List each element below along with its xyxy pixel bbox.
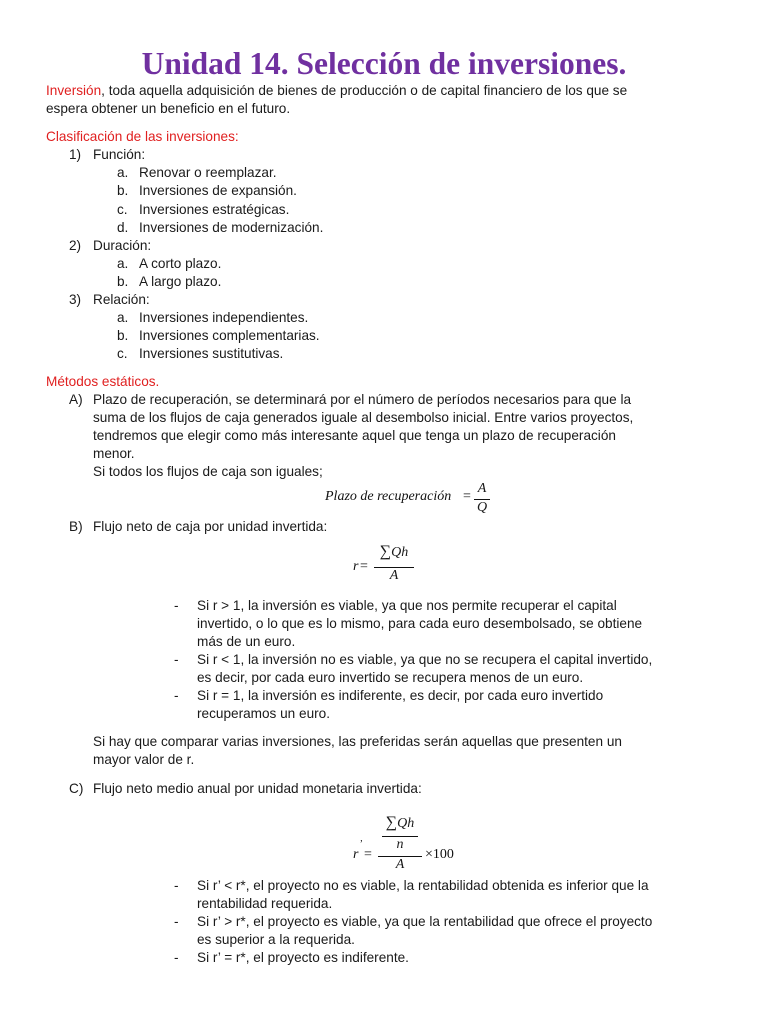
note-line: Si hay que comparar varias inversiones, las preferidas serán aquellas que presenten un: [93, 734, 622, 749]
formula-times: ×100: [425, 847, 454, 862]
intro-term: Inversión: [46, 83, 102, 98]
intro-text: , toda aquella adquisición de bienes de producción o de capital financiero de los que se: [101, 83, 628, 98]
paragraph-line: tendremos que elegir como más interesante aquel que tenga un plazo de recuperación: [93, 428, 616, 443]
formula-denominator: A: [389, 568, 399, 583]
methods-heading: Métodos estáticos.: [46, 374, 160, 389]
bullet-dash: -: [174, 652, 179, 667]
bullet-line: es decir, por cada euro invertido se recupera menos de un euro.: [197, 670, 584, 685]
bullet-line: Si r > 1, la inversión es viable, ya que nos permite recuperar el capital: [197, 598, 617, 613]
list-item: Inversiones sustitutivas.: [139, 346, 284, 361]
item-letter: c.: [117, 346, 128, 361]
formula-middle: n: [396, 837, 404, 852]
bullet-line: invertido, o lo que es lo mismo, para cada euro desembolsado, se obtiene: [197, 616, 643, 631]
list-item: Inversiones complementarias.: [139, 328, 320, 343]
group-number: 2): [69, 238, 82, 253]
list-item: Inversiones de expansión.: [139, 183, 297, 198]
intro-line-1: [46, 82, 627, 100]
list-item: Renovar o reemplazar.: [139, 165, 277, 180]
formula-equals: =: [360, 559, 368, 574]
sum-icon: ∑: [379, 543, 392, 560]
bullet-dash: -: [174, 878, 179, 893]
list-item: A corto plazo.: [139, 256, 222, 271]
sum-icon: ∑: [385, 814, 398, 831]
bullet-dash: -: [174, 950, 179, 965]
formula-numerator-text: Qh: [397, 816, 415, 831]
list-item: Inversiones estratégicas.: [139, 202, 290, 217]
bullet-dash: -: [174, 914, 179, 929]
item-letter: a.: [117, 165, 129, 180]
section-marker: A): [69, 392, 83, 407]
classification-heading: Clasificación de las inversiones:: [46, 129, 239, 144]
formula-numerator-text: Qh: [391, 545, 409, 560]
bullet-line: Si r < 1, la inversión no es viable, ya que no se recupera el capital invertido,: [197, 652, 653, 667]
formula-numerator: [374, 543, 414, 561]
intro-line-2: espera obtener un beneficio en el futuro.: [46, 101, 291, 116]
item-letter: c.: [117, 202, 128, 217]
paragraph-line: suma de los flujos de caja generados iguale al desembolso inicial. Entre varios proyectos,: [93, 410, 634, 425]
formula-numerator: A: [477, 481, 487, 496]
item-letter: a.: [117, 256, 129, 271]
page-title: Unidad 14. Selección de inversiones.: [141, 46, 627, 81]
section-label: Flujo neto medio anual por unidad monetaria invertida:: [93, 781, 422, 796]
bullet-line: más de un euro.: [197, 634, 296, 649]
list-item: Inversiones independientes.: [139, 310, 309, 325]
section-label: Flujo neto de caja por unidad invertida:: [93, 519, 328, 534]
item-letter: b.: [117, 274, 129, 289]
note-line: mayor valor de r.: [93, 752, 195, 767]
formula-numerator: [378, 814, 422, 832]
bullet-line: Si r’ > r*, el proyecto es viable, ya que la rentabilidad que ofrece el proyecto: [197, 914, 653, 929]
bullet-line: Si r’ < r*, el proyecto no es viable, la rentabilidad obtenida es inferior que la: [197, 878, 649, 893]
bullet-dash: -: [174, 598, 179, 613]
bullet-line: Si r = 1, la inversión es indiferente, es decir, por cada euro invertido: [197, 688, 604, 703]
formula-equals: =: [364, 847, 372, 862]
list-item: A largo plazo.: [139, 274, 222, 289]
formula-denominator: Q: [476, 500, 488, 515]
formula-prime: ’: [359, 839, 363, 850]
item-letter: a.: [117, 310, 129, 325]
group-label: Duración:: [93, 238, 152, 253]
group-number: 1): [69, 147, 82, 162]
formula-equals: =: [463, 489, 471, 504]
group-number: 3): [69, 292, 82, 307]
formula-lhs: Plazo de recuperación: [325, 489, 452, 504]
paragraph-line: Plazo de recuperación, se determinará por el número de períodos necesarios para que la: [93, 392, 632, 407]
bullet-line: rentabilidad requerida.: [197, 896, 333, 911]
section-marker: C): [69, 781, 84, 796]
section-marker: B): [69, 519, 83, 534]
bullet-line: Si r’ = r*, el proyecto es indiferente.: [197, 950, 409, 965]
bullet-dash: -: [174, 688, 179, 703]
group-label: Función:: [93, 147, 146, 162]
formula-denominator: A: [395, 857, 405, 872]
formula-lhs: r: [353, 847, 359, 862]
item-letter: d.: [117, 220, 129, 235]
item-letter: b.: [117, 328, 129, 343]
bullet-line: recuperamos un euro.: [197, 706, 330, 721]
item-letter: b.: [117, 183, 129, 198]
paragraph-line: menor.: [93, 446, 135, 461]
list-item: Inversiones de modernización.: [139, 220, 324, 235]
bullet-line: es superior a la requerida.: [197, 932, 355, 947]
paragraph-line: Si todos los flujos de caja son iguales;: [93, 464, 323, 479]
formula-lhs: r: [353, 559, 359, 574]
group-label: Relación:: [93, 292, 150, 307]
